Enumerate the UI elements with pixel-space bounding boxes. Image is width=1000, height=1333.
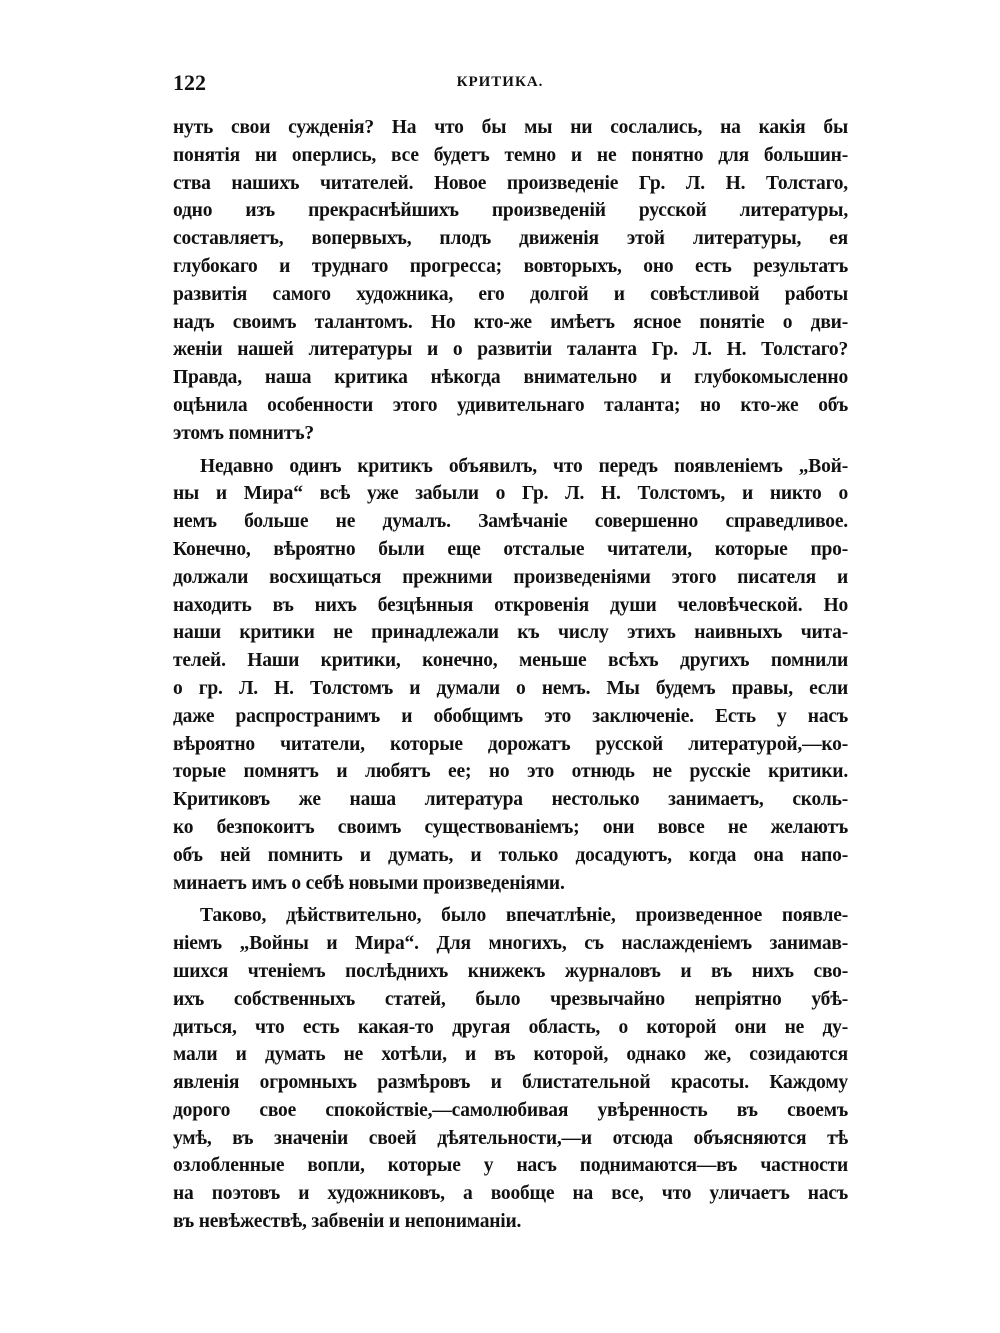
text-line: минаетъ имъ о себѣ новыми произведеніями. bbox=[173, 872, 565, 894]
text-line: Критиковъ же наша литература нестолько занимаетъ, сколь- bbox=[173, 789, 848, 811]
text-line: мали и думать не хотѣли, и въ которой, однако же, созидаются bbox=[173, 1044, 848, 1066]
text-line: должали восхищаться прежними произведеніями этого писателя и bbox=[173, 566, 848, 588]
text-line: умѣ, въ значеніи своей дѣятельности,—и отсюда объясняются тѣ bbox=[173, 1127, 848, 1149]
text-line: на поэтовъ и художниковъ, а вообще на все, что уличаетъ насъ bbox=[173, 1183, 848, 1205]
text-line: Правда, наша критика нѣкогда внимательно и глубокомысленно bbox=[173, 367, 848, 389]
text-line: надъ своимъ талантомъ. Но кто-же имѣетъ ясное понятіе о дви- bbox=[173, 311, 848, 333]
paragraph bbox=[173, 453, 848, 898]
text-line: женіи нашей литературы и о развитіи таланта Гр. Л. Н. Толстаго? bbox=[173, 339, 848, 361]
text-line: шихся чтеніемъ послѣднихъ книжекъ журналовъ и въ нихъ сво- bbox=[173, 960, 848, 982]
text-line: ко безпокоитъ своимъ существованіемъ; они вовсе не желаютъ bbox=[173, 816, 848, 838]
text-line: дорого свое спокойствіе,—самолюбивая увѣренность въ своемъ bbox=[173, 1099, 848, 1121]
page-number: 122 bbox=[173, 70, 206, 95]
text-line: въ невѣжествѣ, забвеніи и непониманіи. bbox=[173, 1211, 522, 1233]
text-line: понятія ни оперлись, все будетъ темно и не понятно для большин- bbox=[173, 144, 848, 166]
text-line: вѣроятно читатели, которые дорожатъ русской литературой,—ко- bbox=[173, 733, 848, 755]
text-line: Конечно, вѣроятно были еще отсталые читатели, которые про- bbox=[173, 538, 848, 560]
text-line: торые помнятъ и любятъ ее; но это отнюдь не русскіе критики. bbox=[173, 761, 848, 783]
text-line: составляетъ, вопервыхъ, плодъ движенія этой литературы, ея bbox=[173, 228, 848, 250]
text-line: озлобленные вопли, которые у насъ поднимаются—въ частности bbox=[173, 1155, 848, 1177]
text-line: ны и Мира“ всѣ уже забыли о Гр. Л. Н. Толстомъ, и никто о bbox=[173, 483, 848, 505]
text-line: явленія огромныхъ размѣровъ и блистательной красоты. Каждому bbox=[173, 1072, 848, 1094]
text-line: даже распространимъ и обобщимъ это заключеніе. Есть у насъ bbox=[173, 705, 848, 727]
text-line: объ ней помнить и думать, и только досадуютъ, когда она напо- bbox=[173, 844, 848, 866]
text-line: нуть свои сужденія? На что бы мы ни сослались, на какія бы bbox=[173, 117, 848, 138]
running-title: КРИТИКА. bbox=[456, 74, 544, 90]
text-line: ства нашихъ читателей. Новое произведеніе Гр. Л. Н. Толстаго, bbox=[173, 172, 848, 194]
text-line: о гр. Л. Н. Толстомъ и думали о немъ. Мы будемъ правы, если bbox=[173, 677, 848, 699]
text-line: немъ больше не думалъ. Замѣчаніе совершенно справедливое. bbox=[173, 511, 848, 533]
paragraph bbox=[173, 114, 848, 448]
text-line: диться, что есть какая-то другая область, о которой они не ду- bbox=[173, 1016, 848, 1038]
text-line: наши критики не принадлежали къ числу этихъ наивныхъ чита- bbox=[173, 622, 848, 644]
text-line: оцѣнила особенности этого удивительнаго таланта; но кто-же объ bbox=[173, 394, 848, 416]
body-text bbox=[173, 114, 848, 1241]
text-line: Недавно одинъ критикъ объявилъ, что передъ появленіемъ „Вой- bbox=[200, 455, 848, 477]
text-line: ніемъ „Войны и Мира“. Для многихъ, съ наслажденіемъ занимав- bbox=[173, 933, 848, 955]
text-line: развитія самого художника, его долгой и совѣстливой работы bbox=[173, 283, 848, 305]
text-line: этомъ помнитъ? bbox=[173, 422, 314, 444]
text-line: находить въ нихъ безцѣнныя откровенія души человѣческой. Но bbox=[173, 594, 848, 616]
text-line: Таково, дѣйствительно, было впечатлѣніе, произведенное появле- bbox=[200, 905, 848, 927]
text-line: телей. Наши критики, конечно, меньше всѣхъ другихъ помнили bbox=[173, 650, 848, 672]
text-line: ихъ собственныхъ статей, было чрезвычайно непріятно убѣ- bbox=[173, 988, 848, 1010]
text-line: одно изъ прекраснѣйшихъ произведеній русской литературы, bbox=[173, 200, 848, 222]
text-line: глубокаго и труднаго прогресса; вовторыхъ, оно есть результатъ bbox=[173, 255, 848, 277]
paragraph bbox=[173, 902, 848, 1236]
